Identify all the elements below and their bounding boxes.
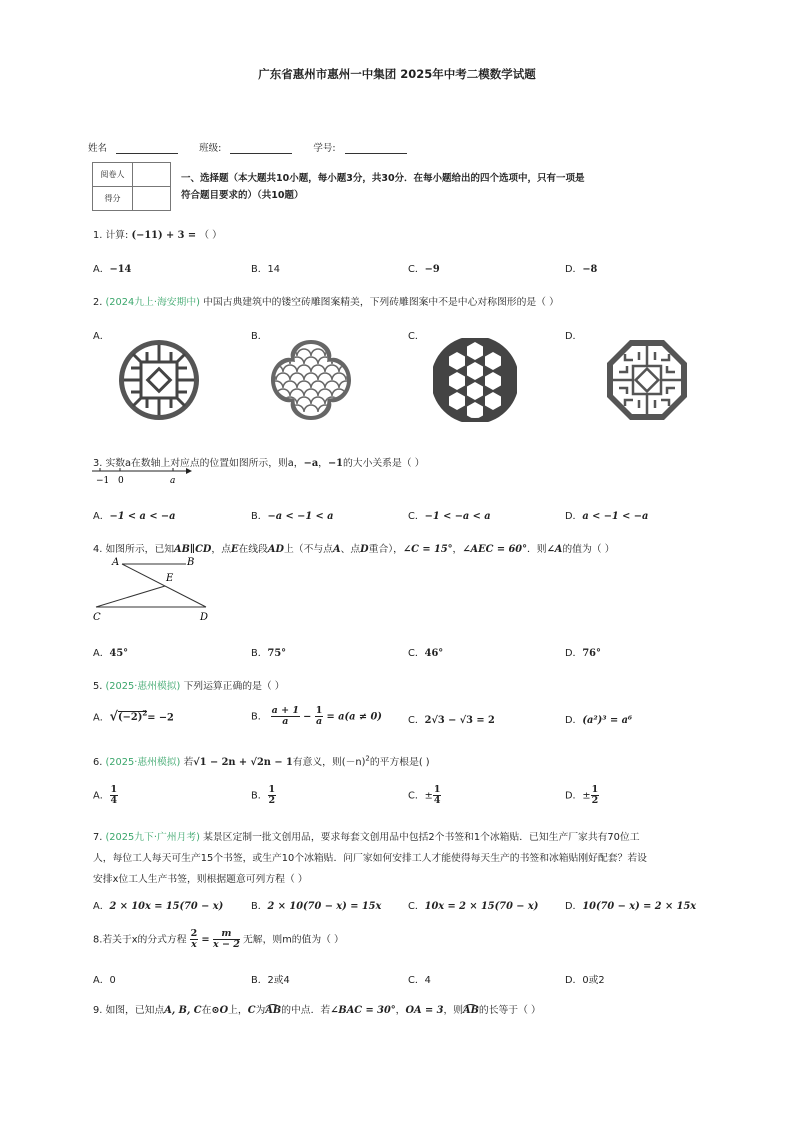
q2-option-b-label[interactable]: B．	[251, 331, 268, 342]
q1-option-a[interactable]: A．−14	[93, 264, 132, 275]
q1-text: 1. 计算:	[93, 230, 129, 241]
q6-option-b[interactable]: B． $\frac{1}{2}$	[251, 784, 276, 806]
q1-expression: (−11) + 3 =	[131, 230, 197, 241]
q4-option-a[interactable]: A．45°	[93, 648, 129, 659]
score-label: 得分	[93, 187, 133, 211]
question-9: 9. 如图，已知点A, B, C在⊙O上，C为AB的中点．若∠BAC = 30°，OA = 3，则AB的长等于（ ）	[93, 1005, 541, 1016]
q8-option-c[interactable]: C．4	[408, 975, 431, 986]
number-line-figure	[90, 466, 200, 486]
q4-option-b[interactable]: B．75°	[251, 648, 287, 659]
q1-option-d[interactable]: D．−8	[565, 264, 598, 275]
question-1	[93, 227, 222, 241]
q1-option-b[interactable]: B．14	[251, 264, 280, 275]
name-field[interactable]	[116, 143, 178, 154]
q6-option-a[interactable]: A． $\frac{1}{4}$	[93, 784, 118, 806]
id-field[interactable]	[345, 143, 407, 154]
q2-source[interactable]: (2024九上·海安期中)	[105, 297, 200, 308]
point-d-label: D	[200, 612, 209, 623]
parallel-lines-figure	[88, 554, 218, 626]
q5-option-d[interactable]: D．(a²)³ = a⁶	[565, 715, 633, 726]
q5-option-c[interactable]: C．2√3 − √3 = 2	[408, 715, 495, 726]
q1-option-c[interactable]: C．−9	[408, 264, 440, 275]
question-8: 8.若关于x的分式方程 $\frac{2}{x}$ = $\frac{m}{x - 2}$ 无解，则m的值为（ ）	[93, 928, 344, 950]
question-2: 2. (2024九上·海安期中) 中国古典建筑中的镂空砖雕图案精美，下列砖雕图案中不是中心对称图形的是（ ）	[93, 297, 559, 308]
section-line-1: 一、选择题（本大题共10小题，每小题3分，共30分．在每小题给出的四个选项中，只有一项是	[181, 173, 585, 184]
section-line-2: 符合题目要求的）（共10题）	[181, 190, 304, 201]
hexagon-circle-pattern-c	[433, 338, 517, 422]
score-cell[interactable]	[133, 187, 171, 211]
point-c-label: C	[93, 612, 101, 623]
axis-label-neg1: −1	[96, 476, 110, 486]
q4-option-c[interactable]: C．46°	[408, 648, 444, 659]
q1-tail: （ ）	[199, 230, 222, 241]
q6-source[interactable]: (2025·惠州模拟)	[105, 757, 181, 768]
point-e-label: E	[166, 573, 174, 584]
page-title: 广东省惠州市惠州一中集团 2025年中考二模数学试题	[258, 67, 536, 81]
point-a-label: A	[112, 557, 120, 568]
grader-cell[interactable]	[133, 163, 171, 187]
student-info-row	[88, 140, 407, 154]
q3-option-b[interactable]: B．−a < −1 < a	[251, 511, 334, 522]
question-6: 6. (2025·惠州模拟) 若√1 − 2n + √2n − 1有意义，则$(-n)^2$的平方根是( )	[93, 754, 430, 768]
q7-option-a[interactable]: A．2 × 10x = 15(70 − x)	[93, 901, 224, 912]
q6-option-c[interactable]: C．± $\frac{1}{4}$	[408, 784, 441, 806]
id-label: 学号:	[313, 143, 336, 154]
q2-option-a-label[interactable]: A．	[93, 331, 110, 342]
grader-label: 阅卷人	[93, 163, 133, 187]
q5-option-a[interactable]: A．$√(-2)^2= -2$	[93, 709, 174, 725]
q2-option-d-label[interactable]: D．	[565, 331, 583, 342]
q7-source[interactable]: (2025九下·广州月考)	[105, 832, 200, 843]
q4-option-d[interactable]: D．76°	[565, 648, 601, 659]
question-3: 3. 实数a在数轴上对应点的位置如图所示，则a，−a，−1的大小关系是（ ）	[93, 458, 425, 469]
section-heading	[181, 170, 641, 204]
q5-source[interactable]: (2025·惠州模拟)	[105, 681, 181, 692]
question-4: 4. 如图所示，已知AB∥CD，点E在线段AD上（不与点A、点D重合），∠C = 15°，∠AEC = 60°．则∠A的值为（ ）	[93, 544, 615, 555]
octagon-lattice-pattern-d	[605, 338, 689, 422]
question-7: 7. (2025九下·广州月考) 某景区定制一批文创用品，要求每套文创用品中包括2个书签和1个冰箱贴．已知生产厂家共有70位工 人，每位工人每天可生产15个书签，或生产10个冰箱贴．问厂家如何安排工人才能使得每天生产的书签和冰箱贴刚好配套？若设 安排x位工人生产书签，则根据题意可列方程（ ）	[93, 832, 647, 885]
quatrefoil-scale-pattern-b	[269, 338, 353, 422]
q7-option-d[interactable]: D．10(70 − x) = 2 × 15x	[565, 901, 697, 912]
q7-option-b[interactable]: B．2 × 10(70 − x) = 15x	[251, 901, 382, 912]
q2-option-c-label[interactable]: C．	[408, 331, 425, 342]
q5-option-b[interactable]: B． $\frac{a + 1}{a}$ − $\frac{1}{a}$ = a(a ≠ 0)	[251, 705, 382, 727]
name-label: 姓名	[88, 143, 108, 154]
q3-option-a[interactable]: A．−1 < a < −a	[93, 511, 176, 522]
axis-label-0: 0	[118, 476, 124, 486]
lattice-circle-pattern-a	[117, 338, 201, 422]
question-5: 5. (2025·惠州模拟) 下列运算正确的是（ ）	[93, 681, 285, 692]
point-b-label: B	[187, 557, 195, 568]
q8-option-a[interactable]: A．0	[93, 975, 116, 986]
class-field[interactable]	[230, 143, 292, 154]
q8-option-d[interactable]: D．0或2	[565, 975, 605, 986]
score-table	[92, 162, 171, 211]
q8-option-b[interactable]: B．2或4	[251, 975, 290, 986]
q6-option-d[interactable]: D．± $\frac{1}{2}$	[565, 784, 599, 806]
q3-option-c[interactable]: C．−1 < −a < a	[408, 511, 491, 522]
class-label: 班级:	[199, 143, 222, 154]
axis-label-a: a	[170, 476, 176, 486]
q7-option-c[interactable]: C．10x = 2 × 15(70 − x)	[408, 901, 539, 912]
q3-option-d[interactable]: D．a < −1 < −a	[565, 511, 649, 522]
